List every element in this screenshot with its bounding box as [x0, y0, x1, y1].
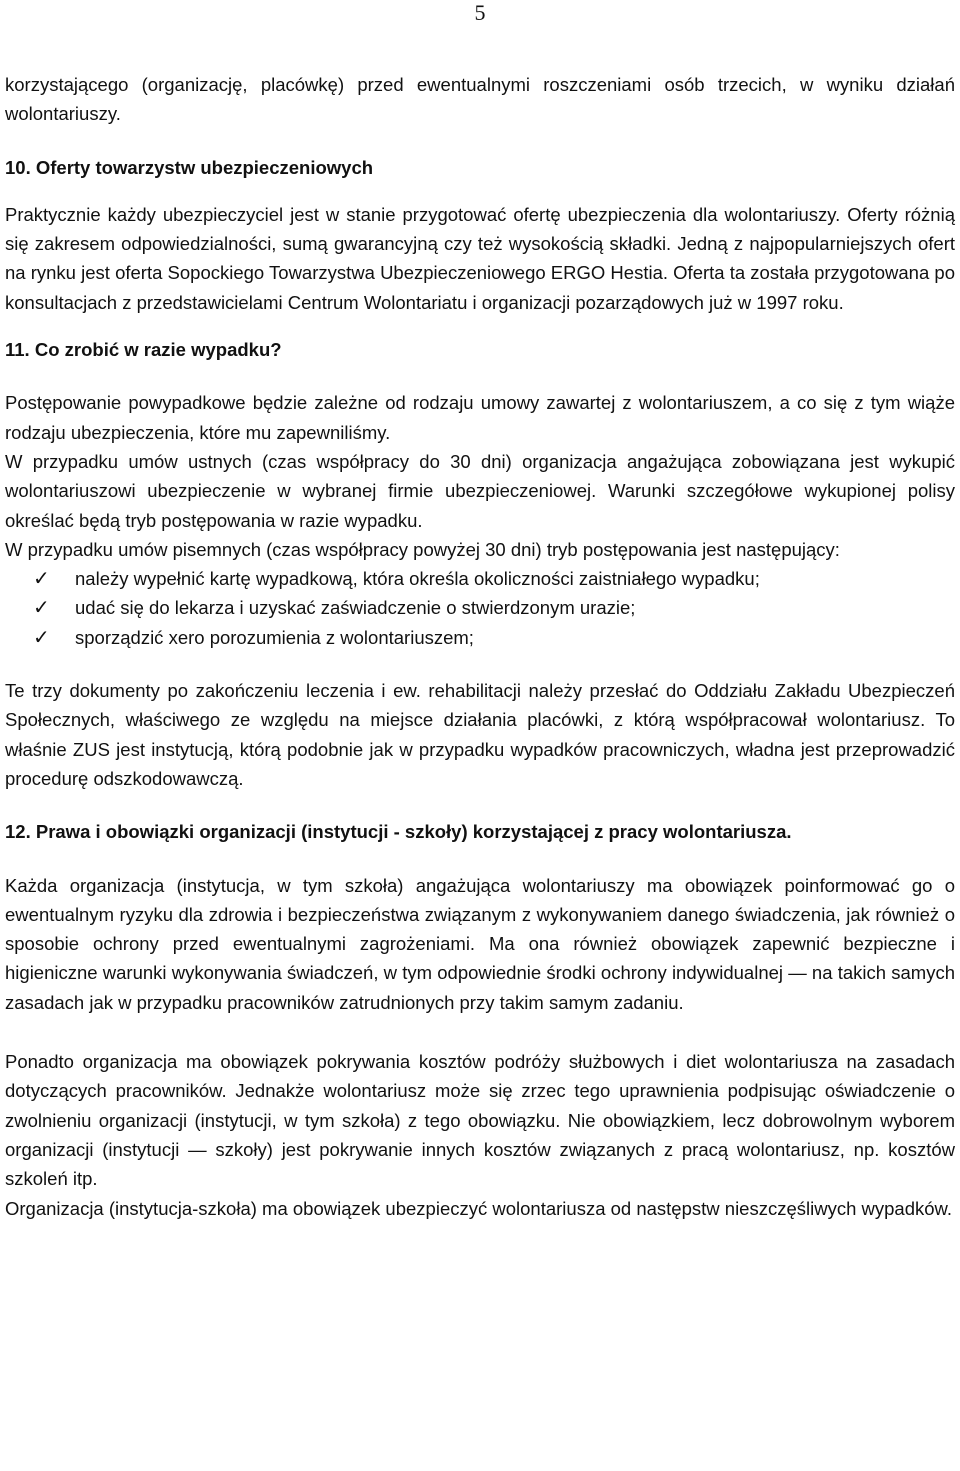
document-body: [5, 70, 955, 1223]
check-icon: ✓: [33, 624, 50, 649]
section-12-paragraph-2: Ponadto organizacja ma obowiązek pokrywania kosztów podróży służbowych i diet wolontariusza na zasadach dotyczących pracowników. Jednakże wolontariusz może się zrzec tego uprawnienia podpisując oświadczenie o zwolnieniu organizacji (instytucji, w tym szkoła) z tego obowiązku. Nie obowiązkiem, lecz dobrowolnym wyborem organizacji (instytucji — szkoły) jest pokrywanie innych kosztów związanych z pracą wolontariusz, np. kosztów szkoleń itp.: [5, 1051, 955, 1190]
list-item: [5, 593, 955, 622]
check-icon: ✓: [33, 595, 50, 620]
list-item: [5, 623, 955, 652]
section-12-heading: 12. Prawa i obowiązki organizacji (instytucji - szkoły) korzystającej z pracy wolontariusza.: [5, 821, 792, 843]
section-11-heading: 11. Co zrobić w razie wypadku?: [5, 339, 282, 361]
section-11-paragraph-1: Postępowanie powypadkowe będzie zależne od rodzaju umowy zawartej z wolontariuszem, a co się z tym wiąże rodzaju ubezpieczenia, które mu zapewniliśmy.: [5, 392, 955, 443]
accident-procedure-list: [5, 564, 955, 652]
section-10-heading: 10. Oferty towarzystw ubezpieczeniowych: [5, 156, 374, 178]
page-number: 5: [474, 0, 486, 25]
section-12-paragraph-3: Organizacja (instytucja-szkoła) ma obowiązek ubezpieczyć wolontariusza od następstw nieszczęśliwych wypadków.: [5, 1197, 953, 1219]
list-item-text: należy wypełnić kartę wypadkową, która określa okoliczności zaistniałego wypadku;: [75, 568, 760, 590]
list-item: [5, 564, 955, 593]
check-icon: ✓: [33, 566, 50, 591]
section-10-paragraph: Praktycznie każdy ubezpieczyciel jest w stanie przygotować ofertę ubezpieczenia dla wolontariuszy. Oferty różnią się zakresem odpowiedzialności, sumą gwarancyjną czy też wysokością składki. Jedną z najpopularniejszych ofert na rynku jest oferta Sopockiego Towarzystwa Ubezpieczeniowego ERGO Hestia. Oferta ta została przygotowana po konsultacjach z przedstawicielami Centrum Wolontariatu i organizacji pozarządowych już w 1997 roku.: [5, 203, 955, 313]
section-11-paragraph-4: Te trzy dokumenty po zakończeniu leczenia i ew. rehabilitacji należy przesłać do Oddziału Zakładu Ubezpieczeń Społecznych, właściwego ze względu na miejsce działania placówki, z którą współpracował wolontariusz. To właśnie ZUS jest instytucją, którą podobnie jak w przypadku wypadków pracowniczych, władna jest przeprowadzić procedurę odszkodowawczą.: [5, 680, 955, 789]
list-item-text: udać się do lekarza i uzyskać zaświadczenie o stwierdzonym urazie;: [75, 597, 636, 619]
section-12-paragraph-1: Każda organizacja (instytucja, w tym szkoła) angażująca wolontariuszy ma obowiązek poinformować go o ewentualnym ryzyku dla zdrowia i bezpieczeństwa związanym z wykonywaniem danego świadczenia, jak również o sposobie ochrony przed ewentualnymi zagrożeniami. Ma ona również obowiązek zapewnić bezpieczne i higieniczne warunki wykonywania świadczeń, w tym odpowiednie środki ochrony indywidualnej — na takich samych zasadach jak w przypadku pracowników zatrudnionych przy takim samym zadaniu.: [5, 874, 955, 1013]
section-11-paragraph-2: W przypadku umów ustnych (czas współpracy do 30 dni) organizacja angażująca zobowiązana jest wykupić wolontariuszowi ubezpieczenie w wybranej firmie ubezpieczeniowej. Warunki szczegółowe wykupionej polisy określać będą tryb postępowania w razie wypadku.: [5, 450, 955, 531]
intro-paragraph: korzystającego (organizację, placówkę) przed ewentualnymi roszczeniami osób trzecich, w wyniku działań wolontariuszy.: [5, 74, 955, 125]
list-item-text: sporządzić xero porozumienia z wolontariuszem;: [75, 626, 474, 648]
section-11-paragraph-3: W przypadku umów pisemnych (czas współpracy powyżej 30 dni) tryb postępowania jest następujący:: [5, 538, 840, 560]
